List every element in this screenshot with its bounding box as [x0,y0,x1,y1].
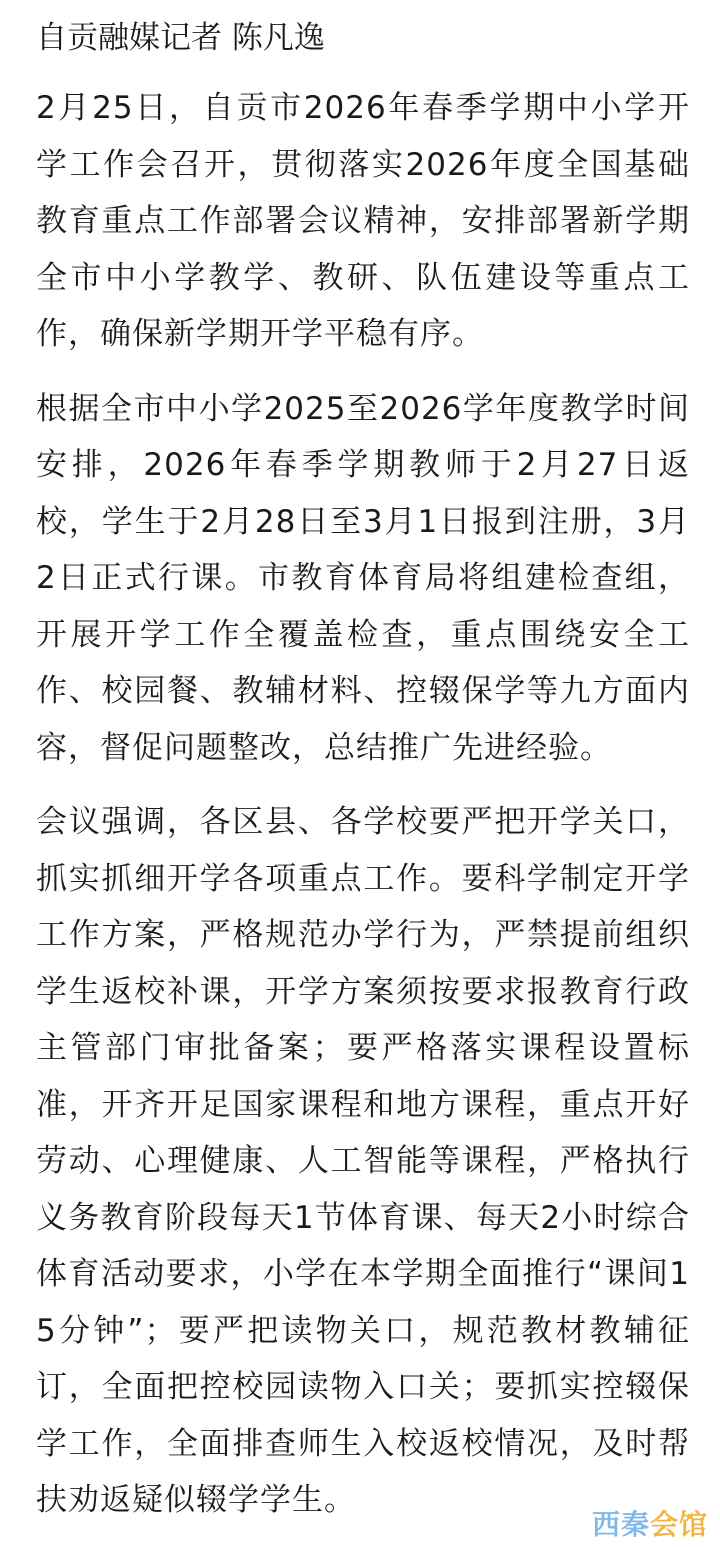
watermark-text-part1: 西秦 [591,1508,650,1541]
paragraph-3: 会议强调，各区县、各学校要严把开学关口，抓实抓细开学各项重点工作。要科学制定开学工作方案，严格规范办学行为，严禁提前组织学生返校补课，开学方案须按要求报教育行政主管部门审批备案；要严格落实课程设置标准，开齐开足国家课程和地方课程，重点开好劳动、心理健康、人工智能等课程，严格执行义务教育阶段每天1节体育课、每天2小时综合体育活动要求，小学在本学期全面推行“课间15分钟”；要严把读物关口，规范教材教辅征订，全面把控校园读物入口关；要抓实控辍保学工作，全面排查师生入校返校情况，及时帮扶劝返疑似辍学学生。 [36,804,690,1518]
watermark-logo [592,1503,708,1543]
paragraph-1: 2月25日，自贡市2026年春季学期中小学开学工作会召开，贯彻落实2026年度全国基础教育重点工作部署会议精神，安排部署新学期全市中小学教学、教研、队伍建设等重点工作，确保新学期开学平稳有序。 [36,90,690,352]
byline: 自贡融媒记者 陈凡逸 [36,20,325,56]
watermark-text-part2: 会馆 [649,1508,708,1541]
article-body [36,14,690,1547]
paragraph-2: 根据全市中小学2025至2026学年度教学时间安排，2026年春季学期教师于2月27日返校，学生于2月28日至3月1日报到注册，3月2日正式行课。市教育体育局将组建检查组，开展开学工作全覆盖检查，重点围绕安全工作、校园餐、教辅材料、控辍保学等九方面内容，督促问题整改，总结推广先进经验。 [36,390,690,766]
